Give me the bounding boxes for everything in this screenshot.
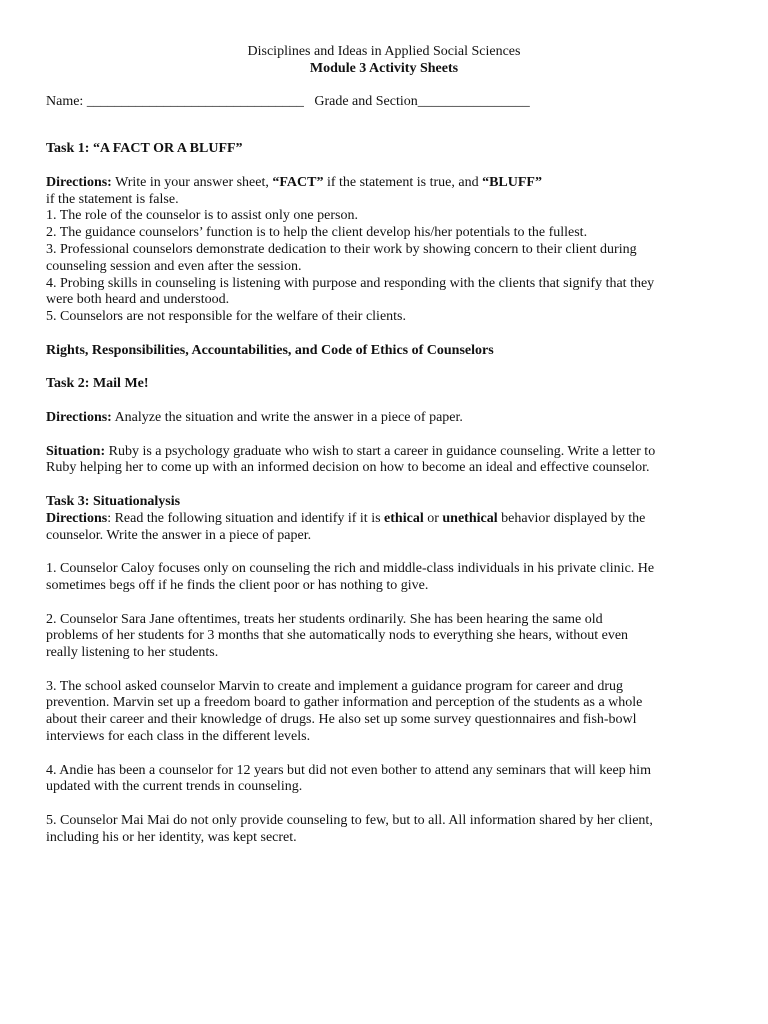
directions-label: Directions <box>46 510 108 526</box>
task-3-title: Task 3: Situationalysis <box>46 493 181 509</box>
name-blank: _______________________________ <box>86 93 304 109</box>
statement-5: 5. Counselors are not responsible for the welfare of their clients. <box>46 309 407 325</box>
fact-keyword: “FACT” <box>272 174 324 190</box>
situation-text: Ruby is a psychology graduate who wish to start a career in guidance counseling. Write a letter to <box>105 443 656 459</box>
situation-line: 5. Counselor Mai Mai do not only provide counseling to few, but to all. All information shared by her client, <box>46 813 653 829</box>
directions-label: Directions: <box>46 409 112 425</box>
situation-3 <box>46 679 722 746</box>
task-2-situation <box>46 444 722 461</box>
situation-2 <box>46 612 722 662</box>
situation-line: 3. The school asked counselor Marvin to create and implement a guidance program for career and drug <box>46 678 624 694</box>
task-3-directions-cont: counselor. Write the answer in a piece of paper. <box>46 527 312 543</box>
document-header <box>46 44 722 78</box>
situation-line: updated with the current trends in counseling. <box>46 779 303 795</box>
situation-line: problems of her students for 3 months that she automatically nods to everything she hears, without even <box>46 628 629 644</box>
bluff-keyword: “BLUFF” <box>482 174 542 190</box>
situation-line: 2. Counselor Sara Jane oftentimes, treats her students ordinarily. She has been hearing the same old <box>46 611 603 627</box>
directions-text: Write in your answer sheet, <box>111 174 273 190</box>
unethical-keyword: unethical <box>442 510 498 526</box>
ethical-keyword: ethical <box>384 510 424 526</box>
task-3-directions <box>46 511 722 528</box>
name-grade-row <box>46 94 722 111</box>
statement-4: 4. Probing skills in counseling is listening with purpose and responding with the clients that signify that they <box>46 275 655 291</box>
statement-1: 1. The role of the counselor is to assist only one person. <box>46 208 358 224</box>
section-heading: Rights, Responsibilities, Accountabilities, and Code of Ethics of Counselors <box>46 342 494 358</box>
grade-section-blank: ________________ <box>417 93 530 109</box>
task-2 <box>46 376 722 477</box>
situation-line: including his or her identity, was kept secret. <box>46 829 297 845</box>
task-3 <box>46 494 722 847</box>
name-label: Name: <box>46 93 84 109</box>
task-2-situation-cont: Ruby helping her to come up with an informed decision on how to become an ideal and effective counselor. <box>46 460 650 476</box>
module-title: Module 3 Activity Sheets <box>309 60 459 76</box>
situation-line: about their career and their knowledge of drugs. He also set up some survey questionnaires and fish-bowl <box>46 712 637 728</box>
subject-title: Disciplines and Ideas in Applied Social Sciences <box>247 44 521 59</box>
directions-text: Analyze the situation and write the answer in a piece of paper. <box>111 409 463 425</box>
situation-line: 1. Counselor Caloy focuses only on counseling the rich and middle-class individuals in his private clinic. He <box>46 561 655 577</box>
task-2-directions <box>46 410 722 427</box>
task-2-title: Task 2: Mail Me! <box>46 376 149 392</box>
situation-line: 4. Andie has been a counselor for 12 years but did not even bother to attend any seminars that will keep him <box>46 762 651 778</box>
statement-3-cont: counseling session and even after the session. <box>46 258 302 274</box>
situation-4 <box>46 763 722 797</box>
situation-line: really listening to her students. <box>46 645 219 661</box>
situation-line: sometimes begs off if he finds the client poor or has nothing to give. <box>46 577 429 593</box>
task-1 <box>46 141 722 326</box>
situation-label: Situation: <box>46 443 106 459</box>
directions-text: behavior displayed by the <box>497 510 646 526</box>
situation-5 <box>46 813 722 847</box>
task-1-directions-cont: if the statement is false. <box>46 191 179 207</box>
directions-text: or <box>423 510 443 526</box>
directions-text: : Read the following situation and identify if it is <box>107 510 385 526</box>
situation-1 <box>46 561 722 595</box>
statement-4-cont: were both heard and understood. <box>46 292 230 308</box>
task-1-directions <box>46 175 722 192</box>
task-1-title: Task 1: “A FACT OR A BLUFF” <box>46 141 243 157</box>
directions-label: Directions: <box>46 174 112 190</box>
situation-line: prevention. Marvin set up a freedom board to gather information and perception of the students as a whole <box>46 695 643 711</box>
grade-section-label: Grade and Section <box>314 93 418 109</box>
directions-text: if the statement is true, and <box>323 174 483 190</box>
situation-line: interviews for each class in the different levels. <box>46 729 311 745</box>
statement-2: 2. The guidance counselors’ function is to help the client develop his/her potentials to the fullest. <box>46 225 588 241</box>
statement-3: 3. Professional counselors demonstrate dedication to their work by showing concern to their client during <box>46 241 637 257</box>
